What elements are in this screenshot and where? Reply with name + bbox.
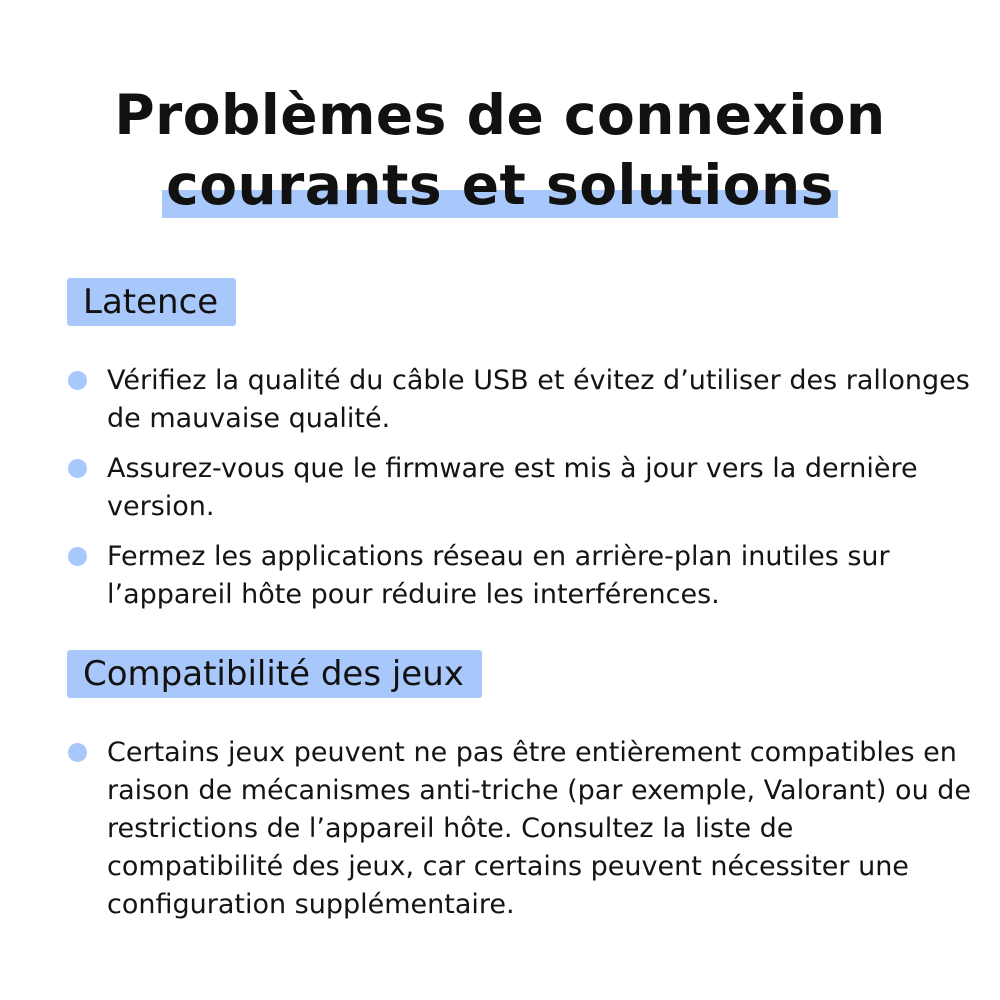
page-title xyxy=(0,80,1000,220)
section-heading-latence: Latence xyxy=(67,278,236,326)
list-item xyxy=(67,538,977,614)
list-item xyxy=(67,362,977,438)
compatibilite-list xyxy=(67,734,977,936)
section-heading-compatibilite: Compatibilité des jeux xyxy=(67,650,482,698)
list-item-text: Certains jeux peuvent ne pas être entièrement compatibles en raison de mécanismes anti-triche (par exemple, Valorant) ou de restrictions de l’appareil hôte. Consultez la liste de compatibilité des jeux, car certains peuvent nécessiter une configuration supplémentaire. xyxy=(107,737,972,920)
bullet-dot-icon xyxy=(68,371,87,390)
list-item-text: Fermez les applications réseau en arrière-plan inutiles sur l’appareil hôte pour réduire les interférences. xyxy=(107,541,890,610)
list-item xyxy=(67,450,977,526)
bullet-dot-icon xyxy=(68,547,87,566)
list-item xyxy=(67,734,977,924)
list-item-text: Vérifiez la qualité du câble USB et évitez d’utiliser des rallonges de mauvaise qualité. xyxy=(107,365,970,434)
latence-list xyxy=(67,362,977,626)
title-line-2-text: courants et solutions xyxy=(166,153,834,217)
bullet-dot-icon xyxy=(68,743,87,762)
list-item-text: Assurez-vous que le firmware est mis à jour vers la dernière version. xyxy=(107,453,918,522)
title-line-2 xyxy=(166,150,834,220)
bullet-dot-icon xyxy=(68,459,87,478)
title-line-1: Problèmes de connexion xyxy=(114,83,886,147)
